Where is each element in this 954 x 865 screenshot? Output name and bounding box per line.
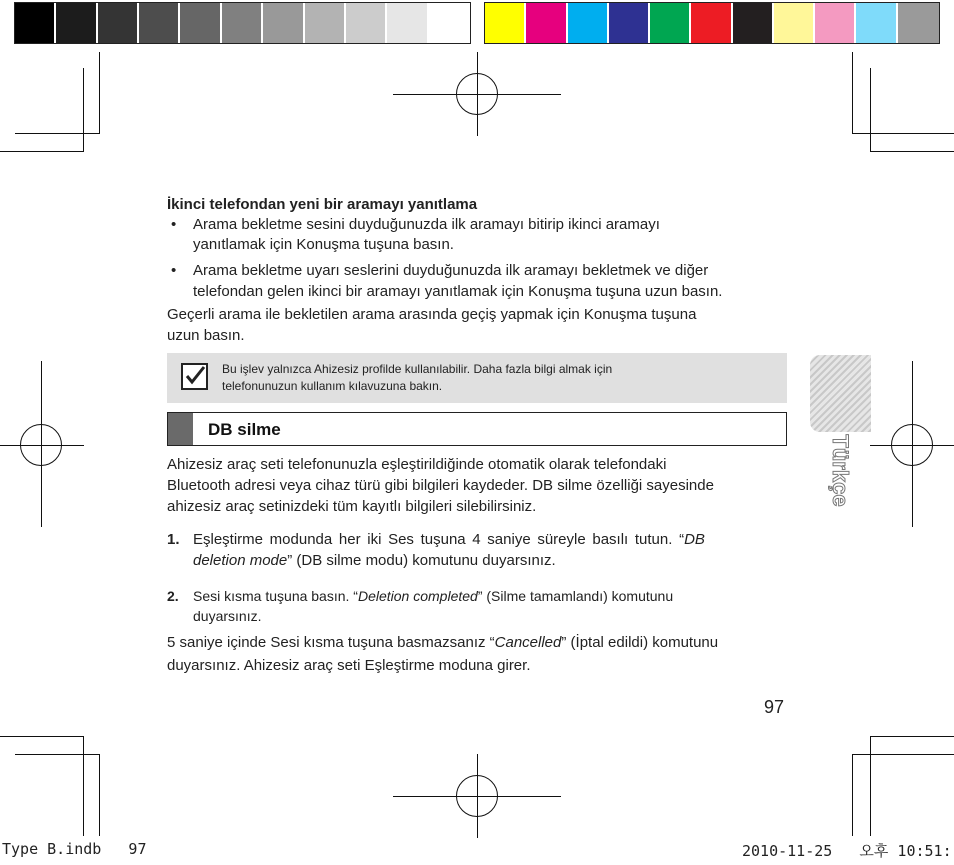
step-line (193, 530, 787, 550)
crop-mark (15, 754, 100, 755)
color-swatch (485, 3, 526, 43)
color-swatch (568, 3, 609, 43)
paragraph-line (167, 633, 718, 653)
paragraph-line: ahizesiz araç setinizdeki tüm kayıtlı bilgileri silebilirsiniz. (167, 498, 537, 515)
color-swatch (856, 3, 897, 43)
bullet-line: yanıtlamak için Konuşma tuşuna basın. (193, 236, 454, 253)
note-text (222, 361, 782, 395)
registration-mark (0, 445, 84, 446)
step-line (193, 586, 673, 606)
bullet-line: Arama bekletme uyarı seslerini duyduğunuzda ilk aramayı bekletmek ve diğer (193, 262, 709, 279)
paragraph-text: ” (İptal edildi) komutunu (561, 634, 719, 651)
crop-mark (870, 736, 954, 737)
step-number: 2. (167, 588, 179, 604)
crop-mark (0, 151, 84, 152)
crop-mark (870, 736, 871, 836)
color-swatch (898, 3, 939, 43)
color-swatch (56, 3, 97, 43)
process-color-bar (484, 2, 940, 44)
crop-mark (99, 52, 100, 134)
color-swatch (98, 3, 139, 43)
color-swatch (526, 3, 567, 43)
step-line (193, 551, 556, 571)
color-swatch (263, 3, 304, 43)
crop-mark (852, 133, 954, 134)
step-line: duyarsınız. (193, 608, 262, 624)
crop-mark (852, 754, 853, 836)
crop-mark (83, 736, 84, 836)
step-number: 1. (167, 531, 180, 548)
registration-mark (912, 361, 913, 527)
step-text: Sesi kısma tuşuna basın. “ (193, 588, 358, 604)
color-swatch (139, 3, 180, 43)
footer-timestamp: 2010-11-25 오후 10:51: (742, 842, 952, 860)
section-header (167, 412, 787, 446)
color-swatch (815, 3, 856, 43)
crop-mark (852, 754, 954, 755)
crop-mark (870, 68, 871, 152)
color-swatch (346, 3, 387, 43)
note-line: telefonunuzun kullanım kılavuzuna bakın. (222, 379, 443, 393)
step-command: Deletion completed (357, 588, 478, 604)
step-text: Eşleştirme modunda her iki Ses tuşuna 4 saniye süreyle basılı tutun. “ (193, 531, 685, 548)
note-line: Bu işlev yalnızca Ahizesiz profilde kullanılabilir. Daha fazla bilgi almak için (222, 362, 613, 376)
paragraph-line: duyarsınız. Ahizesiz araç seti Eşleştirme moduna girer. (167, 657, 531, 674)
step-text: ” (DB silme modu) komutunu duyarsınız. (287, 552, 556, 569)
crop-mark (83, 68, 84, 152)
bullet-marker: • (171, 216, 177, 233)
paragraph-text: 5 saniye içinde Sesi kısma tuşuna basmazsanız “ (167, 634, 495, 651)
registration-mark (477, 754, 478, 838)
grayscale-color-bar (14, 2, 471, 44)
paragraph-line: Bluetooth adresi veya cihaz türü gibi bilgileri kaydeder. DB silme özelliği sayesinde (167, 477, 714, 494)
section-title: DB silme (208, 420, 281, 439)
color-swatch (429, 3, 470, 43)
crop-mark (852, 52, 853, 134)
color-swatch (650, 3, 691, 43)
step-text: ” (Silme tamamlandı) komutunu (477, 588, 674, 604)
language-tab-label: Türkçe (828, 434, 854, 507)
subsection-heading: İkinci telefondan yeni bir aramayı yanıtlama (167, 196, 478, 213)
paragraph-command: Cancelled (494, 634, 562, 651)
bullet-line: telefondan gelen ikinci bir aramayı yanıtlamak için Konuşma tuşuna uzun basın. (193, 283, 723, 300)
language-tab (810, 355, 871, 507)
step-command: deletion mode (193, 552, 288, 569)
crop-mark (870, 151, 954, 152)
color-swatch (180, 3, 221, 43)
crop-mark (99, 754, 100, 836)
color-swatch (305, 3, 346, 43)
registration-mark (477, 52, 478, 136)
paragraph-line: Geçerli arama ile bekletilen arama arasında geçiş yapmak için Konuşma tuşuna (167, 306, 697, 323)
bullet-marker: • (171, 262, 177, 279)
color-swatch (733, 3, 774, 43)
bullet-line: Arama bekletme sesini duyduğunuzda ilk aramayı bitirip ikinci aramayı (193, 216, 660, 233)
section-marker (168, 413, 193, 445)
step-command: DB (684, 531, 705, 548)
checkmark-icon (181, 363, 208, 390)
color-swatch (222, 3, 263, 43)
color-swatch (774, 3, 815, 43)
paragraph-line: Ahizesiz araç seti telefonunuzla eşleştirildiğinde otomatik olarak telefondaki (167, 456, 667, 473)
paragraph-line: uzun basın. (167, 327, 245, 344)
color-swatch (15, 3, 56, 43)
crop-mark (15, 133, 100, 134)
footer-file-info: Type B.indb 97 (2, 840, 147, 858)
color-swatch (691, 3, 732, 43)
crop-mark (0, 736, 84, 737)
registration-mark (41, 361, 42, 527)
color-swatch (609, 3, 650, 43)
color-swatch (387, 3, 428, 43)
page-number: 97 (764, 697, 785, 717)
